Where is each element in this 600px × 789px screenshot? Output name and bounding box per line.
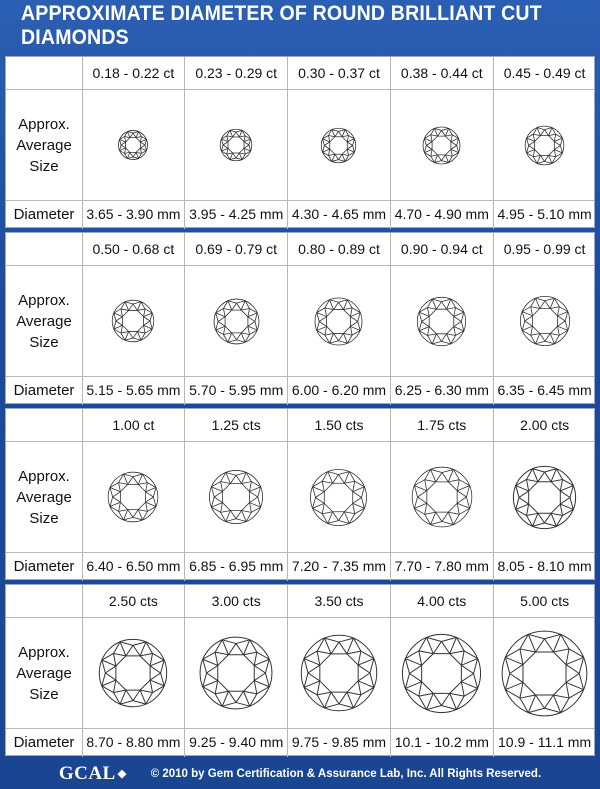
- carat-weight-row: [6, 409, 594, 441]
- diamond-size-cell: [493, 618, 596, 728]
- column-divider: [287, 199, 288, 229]
- gem-logo-icon: ◆: [117, 768, 127, 780]
- diamond-size-cell: [288, 266, 391, 376]
- column-divider: [184, 199, 185, 229]
- round-brilliant-diamond-icon: [212, 297, 261, 346]
- diameter-value: 5.70 - 5.95 mm: [189, 382, 284, 398]
- column-divider: [390, 375, 391, 405]
- carat-weight: 1.25 cts: [211, 417, 261, 433]
- diamond-size-cell: [288, 618, 391, 728]
- column-divider: [287, 727, 288, 757]
- diamond-size-cell: [82, 266, 185, 376]
- column-divider: [390, 90, 391, 200]
- round-brilliant-diamond-icon: [299, 633, 379, 713]
- column-divider: [390, 409, 391, 441]
- carat-weight-row: [6, 585, 594, 617]
- diameter-value: 8.05 - 8.10 mm: [497, 558, 592, 574]
- diameter-label: Diameter: [13, 381, 75, 399]
- column-divider: [493, 57, 494, 89]
- column-divider: [287, 233, 288, 265]
- round-brilliant-diamond-icon: [421, 125, 462, 166]
- column-divider: [493, 618, 494, 728]
- carat-weight: 5.00 cts: [520, 593, 570, 609]
- column-divider: [390, 199, 391, 229]
- column-divider: [390, 551, 391, 581]
- column-divider: [184, 618, 185, 728]
- size-chart-section: [5, 232, 595, 404]
- column-divider: [82, 727, 83, 757]
- approx-size-label: Approx. Average Size: [16, 291, 72, 351]
- approx-size-row: [6, 617, 594, 729]
- column-divider: [184, 266, 185, 376]
- diameter-value: 3.65 - 3.90 mm: [86, 206, 181, 222]
- diamond-size-cell: [185, 90, 288, 200]
- column-divider: [82, 618, 83, 728]
- diameter-value: 5.15 - 5.65 mm: [86, 382, 181, 398]
- column-divider: [287, 266, 288, 376]
- diameter-value: 4.30 - 4.65 mm: [291, 206, 387, 222]
- round-brilliant-diamond-icon: [218, 127, 254, 163]
- column-divider: [287, 90, 288, 200]
- diameter-value: 4.70 - 4.90 mm: [394, 206, 489, 222]
- diameter-value: 3.95 - 4.25 mm: [189, 206, 284, 222]
- column-divider: [82, 375, 83, 405]
- column-divider: [82, 90, 83, 200]
- column-divider: [287, 409, 288, 441]
- diamond-size-cell: [390, 266, 493, 376]
- round-brilliant-diamond-icon: [518, 294, 572, 348]
- carat-weight-row: [6, 57, 594, 89]
- round-brilliant-diamond-icon: [523, 124, 566, 167]
- column-divider: [184, 90, 185, 200]
- diameter-value: 8.70 - 8.80 mm: [86, 734, 181, 750]
- column-divider: [82, 409, 83, 441]
- column-divider: [287, 442, 288, 552]
- diameter-value: 6.25 - 6.30 mm: [394, 382, 489, 398]
- carat-weight: 1.50 cts: [314, 417, 364, 433]
- column-divider: [287, 57, 288, 89]
- column-divider: [287, 375, 288, 405]
- column-divider: [184, 727, 185, 757]
- column-divider: [493, 233, 494, 265]
- size-chart-section: [5, 408, 595, 580]
- carat-weight: 0.69 - 0.79 ct: [195, 241, 278, 257]
- footer: [0, 758, 600, 789]
- round-brilliant-diamond-icon: [319, 126, 358, 165]
- diameter-value: 6.85 - 6.95 mm: [189, 558, 284, 574]
- diamond-size-cell: [288, 442, 391, 552]
- carat-weight: 1.75 cts: [417, 417, 467, 433]
- column-divider: [82, 551, 83, 581]
- column-divider: [82, 442, 83, 552]
- column-divider: [390, 442, 391, 552]
- diamond-size-cell: [493, 442, 596, 552]
- column-divider: [82, 233, 83, 265]
- diamond-size-cell: [390, 90, 493, 200]
- diamond-size-cell: [185, 266, 288, 376]
- round-brilliant-diamond-icon: [415, 295, 468, 348]
- diameter-value: 9.75 - 9.85 mm: [291, 734, 387, 750]
- round-brilliant-diamond-icon: [511, 464, 578, 531]
- carat-weight: 1.00 ct: [112, 417, 155, 433]
- column-divider: [184, 375, 185, 405]
- diameter-label: Diameter: [13, 733, 75, 751]
- column-divider: [184, 442, 185, 552]
- diameter-value: 7.70 - 7.80 mm: [394, 558, 489, 574]
- round-brilliant-diamond-icon: [207, 468, 265, 526]
- column-divider: [390, 727, 391, 757]
- column-divider: [184, 409, 185, 441]
- column-divider: [390, 618, 391, 728]
- column-divider: [287, 551, 288, 581]
- carat-weight: 0.38 - 0.44 ct: [400, 65, 483, 81]
- diameter-value: 10.1 - 10.2 mm: [394, 734, 489, 750]
- diameter-value: 6.35 - 6.45 mm: [497, 382, 592, 398]
- diameter-value: 6.40 - 6.50 mm: [86, 558, 181, 574]
- diameter-value: 6.00 - 6.20 mm: [291, 382, 387, 398]
- round-brilliant-diamond-icon: [198, 635, 274, 711]
- column-divider: [493, 727, 494, 757]
- carat-weight: 2.50 cts: [108, 593, 158, 609]
- carat-weight-row: [6, 233, 594, 265]
- column-divider: [390, 57, 391, 89]
- approx-size-row: [6, 441, 594, 553]
- carat-weight: 0.90 - 0.94 ct: [400, 241, 483, 257]
- diamond-size-cell: [493, 90, 596, 200]
- column-divider: [82, 57, 83, 89]
- diameter-value: 4.95 - 5.10 mm: [497, 206, 592, 222]
- carat-weight: 0.50 - 0.68 ct: [92, 241, 175, 257]
- diameter-row: [6, 199, 594, 229]
- diamond-size-cell: [390, 442, 493, 552]
- column-divider: [82, 266, 83, 376]
- round-brilliant-diamond-icon: [116, 128, 150, 162]
- column-divider: [82, 199, 83, 229]
- round-brilliant-diamond-icon: [308, 467, 369, 528]
- diamond-size-cell: [185, 618, 288, 728]
- column-divider: [390, 585, 391, 617]
- approx-size-label: Approx. Average Size: [16, 467, 72, 527]
- diamond-size-cell: [82, 442, 185, 552]
- approx-size-row: [6, 89, 594, 201]
- diameter-label: Diameter: [13, 205, 75, 223]
- diamond-size-cell: [185, 442, 288, 552]
- round-brilliant-diamond-icon: [500, 629, 589, 718]
- round-brilliant-diamond-icon: [97, 637, 169, 709]
- carat-weight: 0.18 - 0.22 ct: [92, 65, 175, 81]
- carat-weight: 0.45 - 0.49 ct: [503, 65, 586, 81]
- column-divider: [493, 266, 494, 376]
- diameter-label: Diameter: [13, 557, 75, 575]
- round-brilliant-diamond-icon: [400, 632, 483, 715]
- carat-weight: 2.00 cts: [520, 417, 570, 433]
- carat-weight: 0.95 - 0.99 ct: [503, 241, 586, 257]
- diameter-row: [6, 375, 594, 405]
- round-brilliant-diamond-icon: [110, 298, 156, 344]
- diameter-row: [6, 727, 594, 757]
- round-brilliant-diamond-icon: [106, 470, 160, 524]
- carat-weight: 0.23 - 0.29 ct: [195, 65, 278, 81]
- size-chart-section: [5, 584, 595, 756]
- copyright-text: © 2010 by Gem Certification & Assurance Lab, Inc. All Rights Reserved.: [150, 767, 542, 780]
- size-chart-section: [5, 56, 595, 228]
- column-divider: [493, 551, 494, 581]
- column-divider: [390, 233, 391, 265]
- diamond-size-cell: [288, 90, 391, 200]
- column-divider: [184, 233, 185, 265]
- diameter-value: 7.20 - 7.35 mm: [291, 558, 387, 574]
- diameter-value: 10.9 - 11.1 mm: [498, 734, 592, 750]
- column-divider: [287, 585, 288, 617]
- column-divider: [493, 442, 494, 552]
- diamond-size-cell: [82, 618, 185, 728]
- approx-size-row: [6, 265, 594, 377]
- round-brilliant-diamond-icon: [410, 465, 474, 529]
- column-divider: [184, 585, 185, 617]
- column-divider: [493, 585, 494, 617]
- carat-weight: 0.30 - 0.37 ct: [298, 65, 380, 81]
- page-title: APPROXIMATE DIAMETER OF ROUND BRILLIANT CUT DIAMONDS: [21, 2, 542, 49]
- gcal-logo: [59, 763, 127, 785]
- diamond-size-cell: [82, 90, 185, 200]
- logo-text: GCAL: [58, 762, 116, 784]
- column-divider: [184, 57, 185, 89]
- carat-weight: 3.50 cts: [314, 593, 364, 609]
- diameter-row: [6, 551, 594, 581]
- round-brilliant-diamond-icon: [313, 296, 364, 347]
- column-divider: [390, 266, 391, 376]
- diameter-value: 9.25 - 9.40 mm: [189, 734, 284, 750]
- carat-weight: 3.00 cts: [211, 593, 261, 609]
- approx-size-label: Approx. Average Size: [16, 115, 72, 175]
- column-divider: [493, 375, 494, 405]
- approx-size-label: Approx. Average Size: [16, 643, 72, 703]
- diamond-size-cell: [493, 266, 596, 376]
- carat-weight: 0.80 - 0.89 ct: [298, 241, 380, 257]
- column-divider: [493, 90, 494, 200]
- column-divider: [82, 585, 83, 617]
- column-divider: [287, 618, 288, 728]
- column-divider: [184, 551, 185, 581]
- column-divider: [493, 409, 494, 441]
- column-divider: [493, 199, 494, 229]
- carat-weight: 4.00 cts: [417, 593, 467, 609]
- diamond-size-cell: [390, 618, 493, 728]
